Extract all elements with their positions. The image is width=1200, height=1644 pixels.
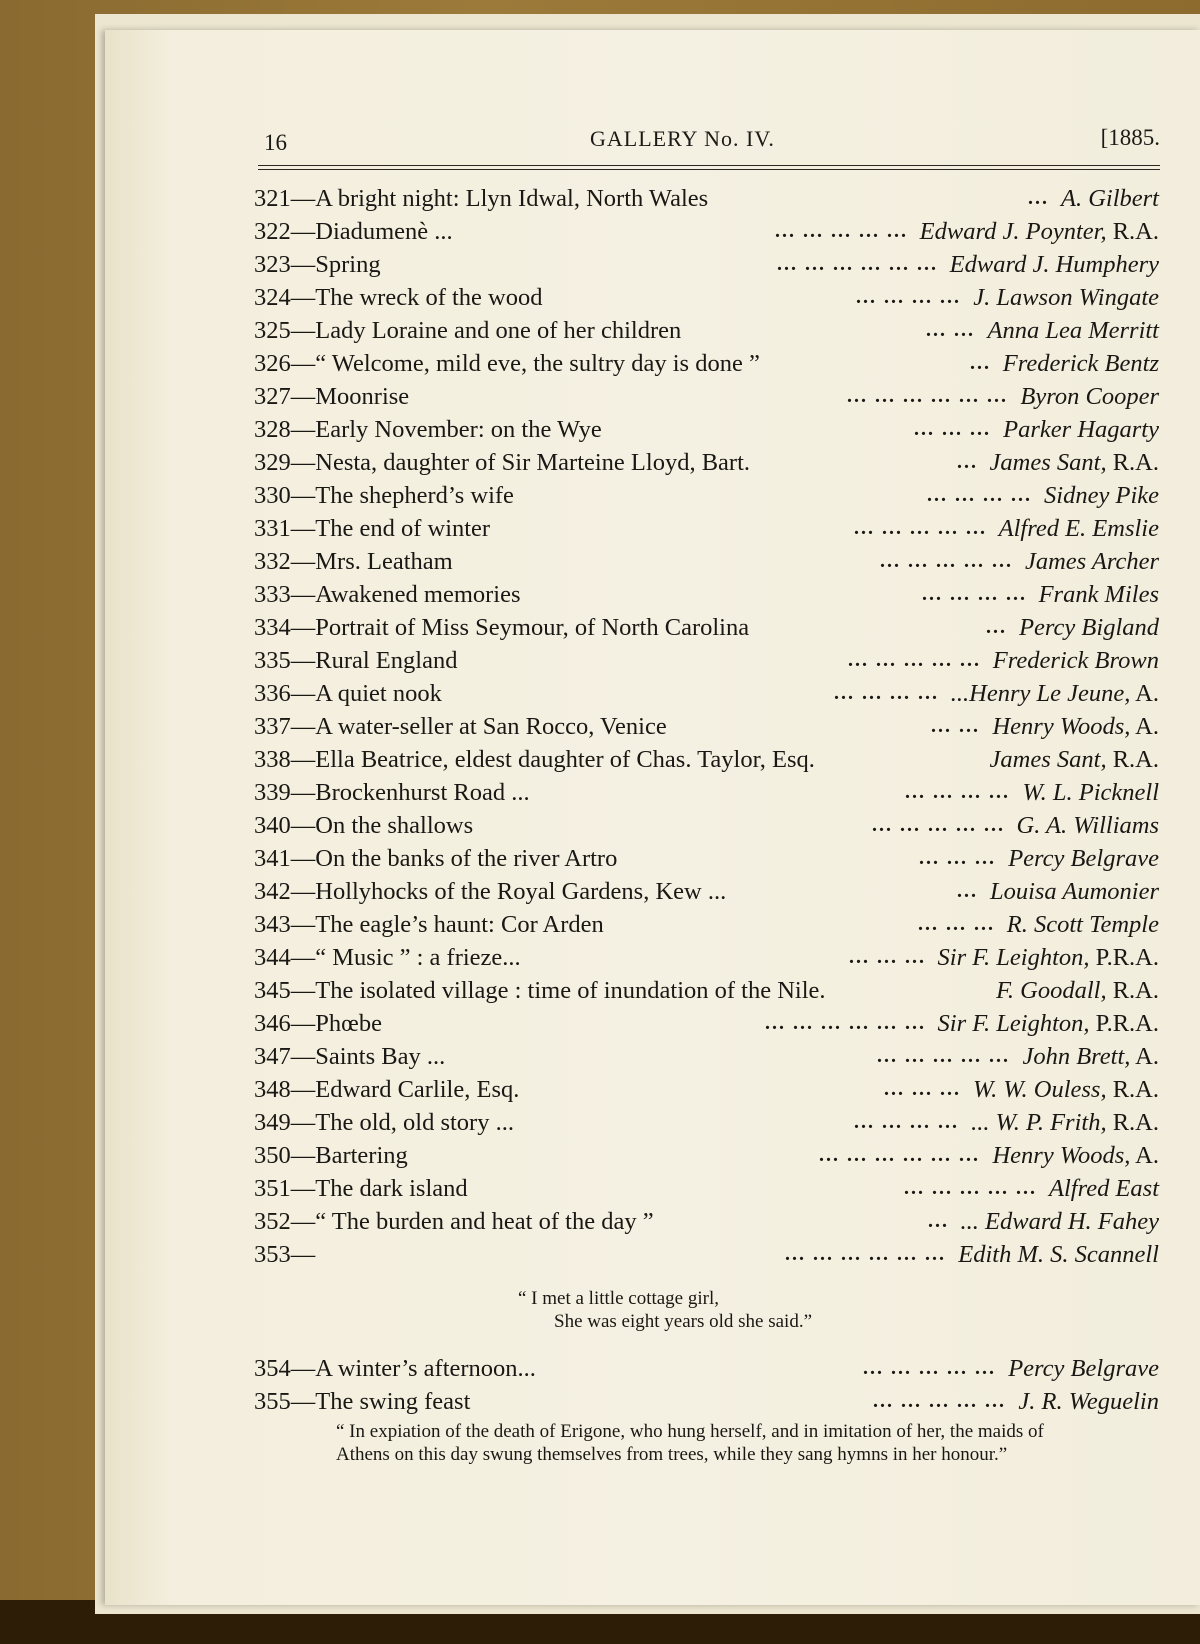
entry-artist	[990, 875, 1159, 908]
entry-artist	[971, 1106, 1159, 1139]
entry-title: Brockenhurst Road ...	[315, 779, 530, 806]
entry-number: 345	[254, 977, 291, 1004]
leader-dots: ...	[928, 1210, 949, 1232]
artist-credential: R.A.	[1106, 977, 1159, 1004]
entry-dash: —	[290, 944, 316, 971]
catalogue-entry	[254, 413, 1159, 446]
catalogue-entry	[254, 743, 1159, 776]
entry-dash: —	[290, 416, 316, 443]
entry-title: The isolated village : time of inundation of the Nile.	[315, 977, 826, 1004]
artist-credential: R.A.	[1106, 746, 1159, 773]
artist-name: Percy Bigland	[1019, 614, 1159, 641]
catalogue-entry	[254, 710, 1159, 743]
artist-name: James Sant,	[989, 746, 1107, 773]
entry-artist	[1017, 809, 1159, 842]
catalogue-entry	[254, 1352, 1159, 1385]
entry-number: 339	[254, 779, 291, 806]
catalogue-entry	[254, 1007, 1159, 1040]
entry-dash: —	[290, 548, 316, 575]
entry-number: 335	[254, 647, 291, 674]
running-header	[260, 118, 1160, 158]
entry-number: 327	[254, 383, 291, 410]
entry-number: 347	[254, 1043, 291, 1070]
catalogue-entry	[254, 1073, 1159, 1106]
entry-artist	[951, 677, 1159, 710]
artist-credential: R.A.	[1106, 218, 1159, 245]
artist-credential: A.	[1130, 1043, 1159, 1070]
entry-number: 343	[254, 911, 291, 938]
entry-title: Phœbe	[315, 1010, 382, 1037]
entry-number: 348	[254, 1076, 291, 1103]
catalogue-entry	[254, 347, 1159, 380]
entry-number: 341	[254, 845, 291, 872]
entry-title: “ The burden and heat of the day ”	[315, 1208, 654, 1235]
artist-name: James Sant,	[989, 449, 1107, 476]
entry-dash: —	[290, 350, 316, 377]
entry-title: Ella Beatrice, eldest daughter of Chas. Taylor, Esq.	[315, 746, 815, 773]
entry-artist	[992, 710, 1159, 743]
artist-name: F. Goodall,	[996, 977, 1107, 1004]
leader-dots: ... ... ...	[914, 418, 991, 440]
entry-dash: —	[290, 977, 316, 1004]
artist-name: ...Henry Le Jeune,	[950, 680, 1131, 707]
catalogue-entry	[254, 479, 1159, 512]
artist-credential: P.R.A.	[1089, 944, 1159, 971]
leader-dots: ... ... ... ... ...	[848, 649, 981, 671]
entry-artist	[973, 1073, 1159, 1106]
entry-dash: —	[290, 185, 316, 212]
entry-number: 326	[254, 350, 291, 377]
artist-name: J. R. Weguelin	[1018, 1388, 1159, 1415]
catalogue-entry	[254, 908, 1159, 941]
entry-dash: —	[290, 812, 316, 839]
artist-credential: P.R.A.	[1089, 1010, 1159, 1037]
entry-title: A quiet nook	[315, 680, 442, 707]
catalogue-entry	[254, 512, 1159, 545]
leader-dots: ... ... ... ...	[905, 781, 1010, 803]
leader-dots: ... ...	[926, 319, 975, 341]
artist-name: Edward J. Poynter,	[919, 218, 1107, 245]
entry-dash: —	[290, 1355, 316, 1382]
entry-number: 353	[254, 1241, 291, 1268]
entry-artist	[993, 644, 1159, 677]
entry-title: Saints Bay ...	[315, 1043, 446, 1070]
entry-number: 344	[254, 944, 291, 971]
artist-name: R. Scott Temple	[1006, 911, 1159, 938]
entry-dash: —	[290, 482, 316, 509]
entry-title: The eagle’s haunt: Cor Arden	[315, 911, 604, 938]
leader-dots: ... ... ... ...	[854, 1111, 959, 1133]
entry-dash: —	[290, 317, 316, 344]
entry-number: 324	[254, 284, 291, 311]
entry-title: Awakened memories	[315, 581, 521, 608]
leader-dots: ... ... ...	[849, 946, 926, 968]
entry-dash: —	[290, 647, 316, 674]
entry-dash: —	[290, 845, 316, 872]
artist-name: Percy Belgrave	[1008, 1355, 1159, 1382]
entry-number: 350	[254, 1142, 291, 1169]
artist-name: ... W. P. Frith,	[971, 1109, 1107, 1136]
entry-dash: —	[290, 1109, 316, 1136]
entry-number: 321	[254, 185, 291, 212]
entry-number: 352	[254, 1208, 291, 1235]
entry-dash: —	[290, 878, 316, 905]
entry-number: 333	[254, 581, 291, 608]
leader-dots: ... ... ... ...	[922, 583, 1027, 605]
entry-title: The old, old story ...	[315, 1109, 514, 1136]
artist-name: Frederick Brown	[992, 647, 1159, 674]
leader-dots: ...	[1028, 187, 1049, 209]
leader-dots: ... ... ... ... ... ...	[847, 385, 1008, 407]
entry-number: 337	[254, 713, 291, 740]
leader-dots: ... ... ... ... ...	[877, 1045, 1010, 1067]
catalogue-entry	[254, 677, 1159, 710]
artist-credential: A.	[1130, 680, 1159, 707]
verse-line: “ I met a little cottage girl,	[518, 1288, 720, 1309]
entry-dash: —	[290, 284, 316, 311]
year-label: [1885.	[1100, 125, 1160, 150]
artist-name: Henry Woods,	[992, 1142, 1131, 1169]
artist-name: Henry Woods,	[992, 713, 1131, 740]
entry-number: 322	[254, 218, 291, 245]
entry-artist	[1003, 413, 1159, 446]
entry-title: The shepherd’s wife	[315, 482, 514, 509]
leader-dots: ... ... ...	[884, 1078, 961, 1100]
catalogue-entry	[254, 809, 1159, 842]
entry-artist	[1039, 578, 1159, 611]
entry-dash: —	[290, 1142, 316, 1169]
entry-dash: —	[290, 911, 316, 938]
entry-artist	[999, 512, 1159, 545]
entry-title: Lady Loraine and one of her children	[315, 317, 682, 344]
entry-number: 355	[254, 1388, 291, 1415]
artist-name: Parker Hagarty	[1003, 416, 1159, 443]
catalogue-entry	[254, 776, 1159, 809]
entry-artist	[1007, 908, 1159, 941]
entry-artist	[1022, 1040, 1159, 1073]
entry-artist	[996, 974, 1159, 1007]
catalogue-entry	[254, 1385, 1159, 1418]
entry-dash: —	[290, 1208, 316, 1235]
artist-name: Alfred E. Emslie	[998, 515, 1159, 542]
entry-number: 346	[254, 1010, 291, 1037]
entry-title: Bartering	[315, 1142, 408, 1169]
entry-title: Hollyhocks of the Royal Gardens, Kew ...	[315, 878, 727, 905]
entry-dash: —	[290, 713, 316, 740]
verse-line: She was eight years old she said.”	[554, 1311, 813, 1332]
entry-number: 338	[254, 746, 291, 773]
entry-artist	[938, 941, 1159, 974]
header-rule	[258, 169, 1160, 170]
entry-number: 334	[254, 614, 291, 641]
entry-artist	[990, 446, 1159, 479]
header-rule	[258, 165, 1160, 166]
entry-title: Portrait of Miss Seymour, of North Carolina	[315, 614, 750, 641]
entry-artist	[961, 1205, 1159, 1238]
catalogue-entry	[254, 545, 1159, 578]
entry-artist	[920, 215, 1159, 248]
entry-number: 349	[254, 1109, 291, 1136]
artist-name: Sir F. Leighton,	[937, 1010, 1090, 1037]
entry-dash: —	[290, 614, 316, 641]
entry-number: 323	[254, 251, 291, 278]
artist-name: J. Lawson Wingate	[973, 284, 1159, 311]
entry-title: Edward Carlile, Esq.	[315, 1076, 520, 1103]
artist-name: Louisa Aumonier	[989, 878, 1159, 905]
entry-artist	[1044, 479, 1159, 512]
catalogue-entry	[254, 281, 1159, 314]
catalogue-entries	[254, 182, 1159, 1271]
artist-name: Byron Cooper	[1020, 383, 1159, 410]
catalogue-entry	[254, 314, 1159, 347]
catalogue-entry	[254, 1238, 1159, 1271]
artist-name: Frank Miles	[1038, 581, 1159, 608]
catalogue-entry	[254, 611, 1159, 644]
entry-artist	[1020, 380, 1159, 413]
entry-artist	[1061, 182, 1159, 215]
entry-title: A water-seller at San Rocco, Venice	[315, 713, 667, 740]
artist-name: Percy Belgrave	[1008, 845, 1159, 872]
entry-title: A winter’s afternoon...	[315, 1355, 536, 1382]
entry-number: 330	[254, 482, 291, 509]
leader-dots: ... ... ... ...	[927, 484, 1032, 506]
leader-dots: ... ... ...	[918, 913, 995, 935]
entry-artist	[1008, 842, 1159, 875]
leader-dots: ... ... ... ... ... ...	[765, 1012, 926, 1034]
entry-number: 328	[254, 416, 291, 443]
artist-name: Sidney Pike	[1044, 482, 1159, 509]
swing-feast-quote: “ In expiation of the death of Erigone, who hung herself, and in imitation of her, the maids of Athens on this day swung themselves from trees, while they sang hymns in her honour.”	[336, 1421, 1044, 1465]
entry-title: Rural England	[315, 647, 458, 674]
entry-dash: —	[290, 581, 316, 608]
catalogue-entry	[254, 1106, 1159, 1139]
entry-title: “ Welcome, mild eve, the sultry day is done ”	[315, 350, 760, 377]
catalogue-entry	[254, 215, 1159, 248]
catalogue-entry	[254, 941, 1159, 974]
entry-artist	[992, 1139, 1159, 1172]
entry-title: Early November: on the Wye	[315, 416, 602, 443]
entry-dash: —	[290, 779, 316, 806]
entry-dash: —	[290, 449, 316, 476]
artist-name: A. Gilbert	[1061, 185, 1159, 212]
entry-title: A bright night: Llyn Idwal, North Wales	[315, 185, 709, 212]
entry-artist	[1003, 347, 1159, 380]
entry-dash: —	[290, 1043, 316, 1070]
entry-title: On the banks of the river Artro	[315, 845, 618, 872]
leader-dots: ... ... ... ... ...	[872, 814, 1005, 836]
entry-dash: —	[290, 251, 316, 278]
entry-number: 329	[254, 449, 291, 476]
leader-dots: ...	[957, 451, 978, 473]
leader-dots: ... ... ... ...	[856, 286, 961, 308]
entry-title: Mrs. Leatham	[315, 548, 453, 575]
leader-dots: ... ... ... ...	[834, 682, 939, 704]
catalogue-entry	[254, 380, 1159, 413]
leader-dots: ... ... ... ... ...	[775, 220, 908, 242]
entry-artist	[1019, 611, 1159, 644]
catalogue-entry	[254, 644, 1159, 677]
artist-name: Alfred East	[1048, 1175, 1159, 1202]
leader-dots: ... ... ... ... ... ...	[777, 253, 938, 275]
entry-title: On the shallows	[315, 812, 474, 839]
entry-artist	[1018, 1385, 1159, 1418]
catalogue-entry	[254, 842, 1159, 875]
entry-number: 354	[254, 1355, 291, 1382]
entry-artist	[950, 248, 1159, 281]
entry-dash: —	[290, 1076, 316, 1103]
page-number: 16	[264, 130, 287, 155]
leader-dots: ... ... ... ... ...	[904, 1177, 1037, 1199]
artist-name: James Archer	[1024, 548, 1159, 575]
entry-dash: —	[290, 1241, 316, 1268]
entry-dash: —	[290, 218, 316, 245]
leader-dots: ... ... ... ... ...	[880, 550, 1013, 572]
leader-dots: ... ... ... ... ... ...	[819, 1144, 980, 1166]
entry-dash: —	[290, 383, 316, 410]
entry-dash: —	[290, 1010, 316, 1037]
leader-dots: ...	[957, 880, 978, 902]
entry-title: “ Music ” : a frieze...	[315, 944, 521, 971]
entry-artist	[988, 314, 1160, 347]
artist-name: Sir F. Leighton,	[937, 944, 1090, 971]
catalogue-entry	[254, 1139, 1159, 1172]
artist-credential: R.A.	[1106, 1076, 1159, 1103]
artist-credential: A.	[1130, 713, 1159, 740]
leader-dots: ... ... ... ... ...	[854, 517, 987, 539]
entry-artist	[1008, 1352, 1159, 1385]
entry-title: Diadumenè ...	[315, 218, 453, 245]
catalogue-entry	[254, 182, 1159, 215]
artist-name: Edith M. S. Scannell	[958, 1241, 1159, 1268]
catalogue-entries-continued	[254, 1352, 1159, 1418]
entry-dash: —	[290, 1388, 316, 1415]
catalogue-entry	[254, 578, 1159, 611]
leader-dots: ...	[986, 616, 1007, 638]
entry-number: 331	[254, 515, 291, 542]
artist-name: Anna Lea Merritt	[987, 317, 1159, 344]
artist-name: W. W. Ouless,	[972, 1076, 1107, 1103]
entry-artist	[1049, 1172, 1159, 1205]
entry-artist	[1022, 776, 1159, 809]
artist-name: ... Edward H. Fahey	[960, 1208, 1159, 1235]
artist-name: John Brett,	[1022, 1043, 1131, 1070]
catalogue-entry	[254, 974, 1159, 1007]
artist-name: W. L. Picknell	[1022, 779, 1159, 806]
entry-title: The end of winter	[315, 515, 491, 542]
artist-name: G. A. Williams	[1016, 812, 1159, 839]
leader-dots: ... ...	[931, 715, 980, 737]
entry-title: Spring	[315, 251, 381, 278]
entry-artist	[1025, 545, 1159, 578]
entry-artist	[990, 743, 1159, 776]
artist-name: Edward J. Humphery	[949, 251, 1159, 278]
entry-artist	[958, 1238, 1159, 1271]
entry-number: 342	[254, 878, 291, 905]
leader-dots: ... ... ... ... ... ...	[785, 1243, 946, 1265]
entry-number: 351	[254, 1175, 291, 1202]
entry-title: The swing feast	[315, 1388, 471, 1415]
catalogue-entry	[254, 248, 1159, 281]
entry-artist	[938, 1007, 1159, 1040]
leader-dots: ... ... ... ... ...	[863, 1357, 996, 1379]
entry-title: Moonrise	[315, 383, 410, 410]
leader-dots: ... ... ...	[919, 847, 996, 869]
catalogue-entry	[254, 875, 1159, 908]
artist-name: Frederick Bentz	[1002, 350, 1159, 377]
catalogue-entry	[254, 1040, 1159, 1073]
artist-credential: A.	[1130, 1142, 1159, 1169]
verse-quote	[518, 1287, 812, 1333]
entry-title: Nesta, daughter of Sir Marteine Lloyd, Bart.	[315, 449, 751, 476]
entry-number: 325	[254, 317, 291, 344]
entry-title: The dark island	[315, 1175, 468, 1202]
entry-number: 336	[254, 680, 291, 707]
entry-number: 340	[254, 812, 291, 839]
entry-artist	[973, 281, 1159, 314]
catalogue-entry	[254, 1172, 1159, 1205]
leader-dots: ... ... ... ... ...	[873, 1390, 1006, 1412]
entry-number: 332	[254, 548, 291, 575]
gallery-title: GALLERY No. IV.	[590, 126, 775, 151]
entry-dash: —	[290, 680, 316, 707]
entry-dash: —	[290, 515, 316, 542]
catalogue-entry	[254, 446, 1159, 479]
catalogue-entry	[254, 1205, 1159, 1238]
leader-dots: ...	[970, 352, 991, 374]
entry-title: The wreck of the wood	[315, 284, 543, 311]
artist-credential: R.A.	[1106, 449, 1159, 476]
entry-dash: —	[290, 746, 316, 773]
artist-credential: R.A.	[1106, 1109, 1159, 1136]
entry-dash: —	[290, 1175, 316, 1202]
